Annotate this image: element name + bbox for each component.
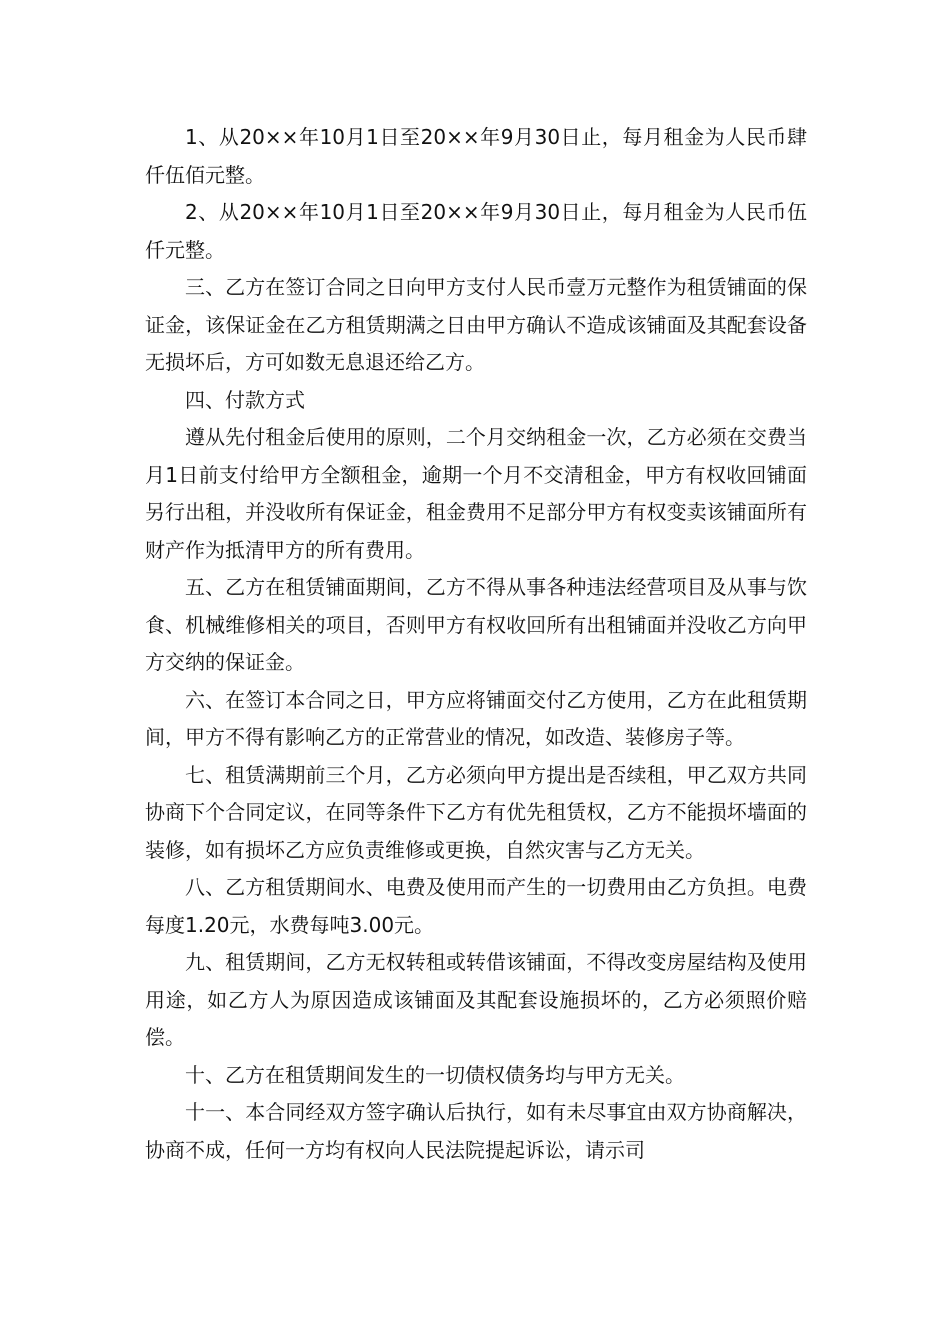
paragraph-clause-6: 六、在签订本合同之日，甲方应将铺面交付乙方使用，乙方在此租赁期间，甲方不得有影响乙方的正常营业的情况，如改造、装修房子等。 xyxy=(145,687,807,749)
document-body xyxy=(145,119,807,1169)
paragraph-clause-8: 八、乙方租赁期间水、电费及使用而产生的一切费用由乙方负担。电费每度1.20元，水费每吨3.00元。 xyxy=(145,875,807,937)
paragraph-clause-4-heading: 四、付款方式 xyxy=(185,387,305,412)
paragraph-clause-7: 七、租赁满期前三个月，乙方必须向甲方提出是否续租，甲乙双方共同协商下个合同定议，在同等条件下乙方有优先租赁权，乙方不能损坏墙面的装修，如有损坏乙方应负责维修或更换，自然灾害与乙方无关。 xyxy=(145,762,807,862)
paragraph-clause-10: 十、乙方在租赁期间发生的一切债权债务均与甲方无关。 xyxy=(185,1062,685,1087)
paragraph-rent-period-1: 1、从20××年10月1日至20××年9月30日止，每月租金为人民币肆仟伍佰元整。 xyxy=(145,125,807,187)
paragraph-clause-11: 十一、本合同经双方签字确认后执行，如有未尽事宜由双方协商解决，协商不成，任何一方均有权向人民法院提起诉讼，请示司 xyxy=(145,1100,807,1162)
paragraph-payment-method: 遵从先付租金后使用的原则，二个月交纳租金一次，乙方必须在交费当月1日前支付给甲方全额租金，逾期一个月不交清租金，甲方有权收回铺面另行出租，并没收所有保证金，租金费用不足部分甲方有权变卖该铺面所有财产作为抵清甲方的所有费用。 xyxy=(145,425,807,562)
paragraph-clause-5: 五、乙方在租赁铺面期间，乙方不得从事各种违法经营项目及从事与饮食、机械维修相关的项目，否则甲方有权收回所有出租铺面并没收乙方向甲方交纳的保证金。 xyxy=(145,575,807,674)
paragraph-clause-9: 九、租赁期间，乙方无权转租或转借该铺面，不得改变房屋结构及使用用途，如乙方人为原因造成该铺面及其配套设施损坏的，乙方必须照价赔偿。 xyxy=(145,950,807,1049)
paragraph-clause-3-deposit: 三、乙方在签订合同之日向甲方支付人民币壹万元整作为租赁铺面的保证金，该保证金在乙方租赁期满之日由甲方确认不造成该铺面及其配套设备无损坏后，方可如数无息退还给乙方。 xyxy=(145,275,807,374)
paragraph-rent-period-2: 2、从20××年10月1日至20××年9月30日止，每月租金为人民币伍仟元整。 xyxy=(145,200,807,262)
